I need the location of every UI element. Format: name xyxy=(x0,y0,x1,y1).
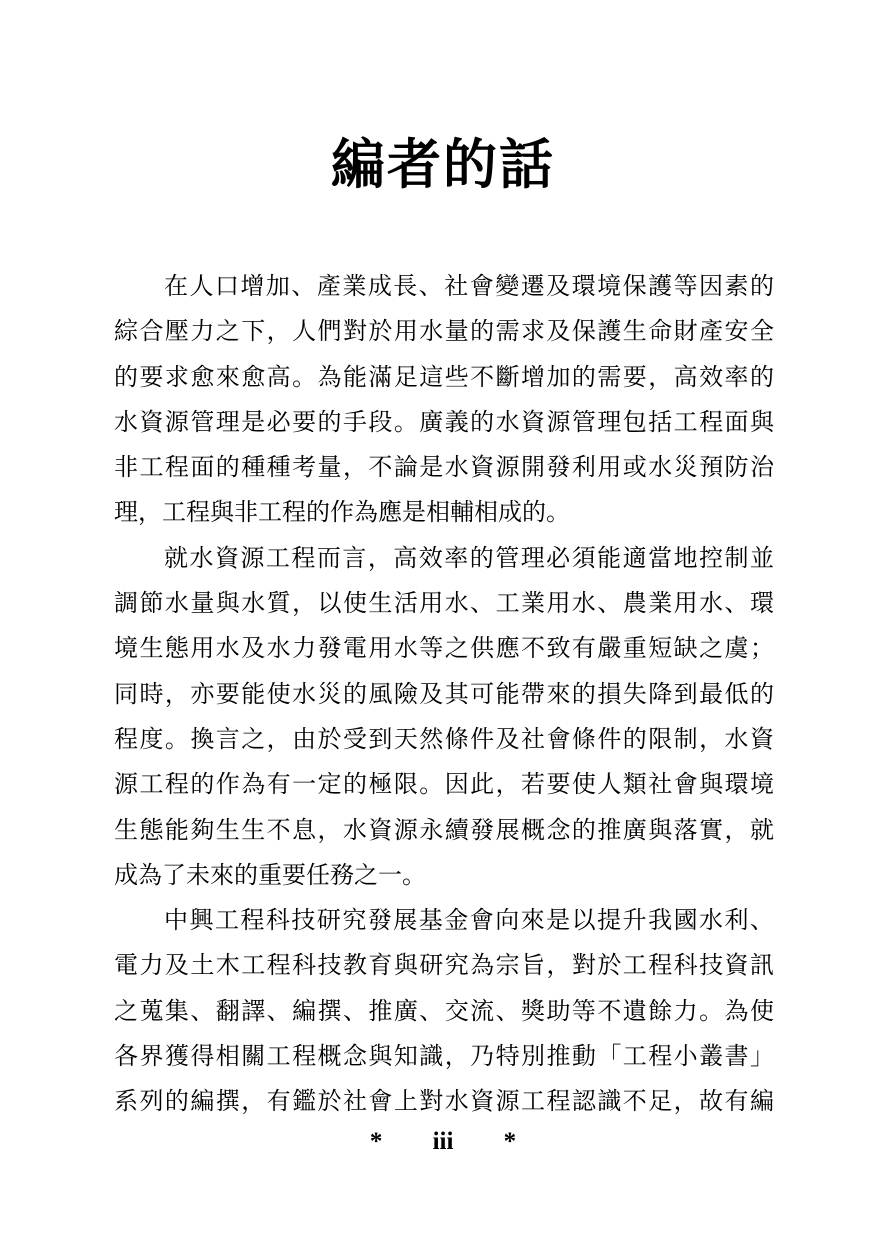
paragraph-2-line-5: 程度。換言之，由於受到天然條件及社會條件的限制，水資 xyxy=(114,724,774,753)
footer-right-asterisk: * xyxy=(503,1128,517,1155)
paragraph-1-line-6: 理，工程與非工程的作為應是相輔相成的。 xyxy=(114,498,570,527)
paragraph-3-line-2: 電力及土木工程科技教育與研究為宗旨，對於工程科技資訊 xyxy=(114,951,774,980)
paragraph-2-line-7: 生態能夠生生不息，水資源永續發展概念的推廣與落實，就 xyxy=(114,815,774,844)
page-title: 編者的話 xyxy=(331,132,555,196)
paragraph-1-line-2: 綜合壓力之下，人們對於用水量的需求及保護生命財產安全 xyxy=(114,317,774,346)
paragraph-2-line-2: 調節水量與水質，以使生活用水、工業用水、農業用水、環 xyxy=(114,589,774,618)
paragraph-2-line-4: 同時，亦要能使水災的風險及其可能帶來的損失降到最低的 xyxy=(114,679,774,708)
page-footer xyxy=(0,1124,886,1160)
paragraph-3-line-1: 中興工程科技研究發展基金會向來是以提升我國水利、 xyxy=(164,906,774,935)
paragraph-2-line-8: 成為了未來的重要任務之一。 xyxy=(114,860,426,889)
paragraph-2-line-6: 源工程的作為有一定的極限。因此，若要使人類社會與環境 xyxy=(114,770,774,799)
paragraph-3-line-5: 系列的編撰，有鑑於社會上對水資源工程認識不足，故有編 xyxy=(114,1087,774,1116)
paragraph-1-line-5: 非工程面的種種考量，不論是水資源開發利用或水災預防治 xyxy=(114,453,774,482)
footer-left-asterisk: * xyxy=(369,1128,383,1155)
page-number: iii xyxy=(432,1128,454,1155)
paragraph-1-line-4: 水資源管理是必要的手段。廣義的水資源管理包括工程面與 xyxy=(114,407,774,436)
paragraph-2-line-3: 境生態用水及水力發電用水等之供應不致有嚴重短缺之虞； xyxy=(114,634,774,663)
paragraph-3-line-3: 之蒐集、翻譯、編撰、推廣、交流、獎助等不遺餘力。為使 xyxy=(114,996,774,1025)
paragraph-2-line-1: 就水資源工程而言，高效率的管理必須能適當地控制並 xyxy=(164,543,774,572)
paragraph-3-line-4: 各界獲得相關工程概念與知識，乃特別推動「工程小叢書」 xyxy=(114,1042,774,1071)
paragraph-1-line-3: 的要求愈來愈高。為能滿足這些不斷增加的需要，高效率的 xyxy=(114,362,774,391)
paragraph-1-line-1: 在人口增加、產業成長、社會變遷及環境保護等因素的 xyxy=(164,272,774,300)
body-text xyxy=(114,264,774,1125)
